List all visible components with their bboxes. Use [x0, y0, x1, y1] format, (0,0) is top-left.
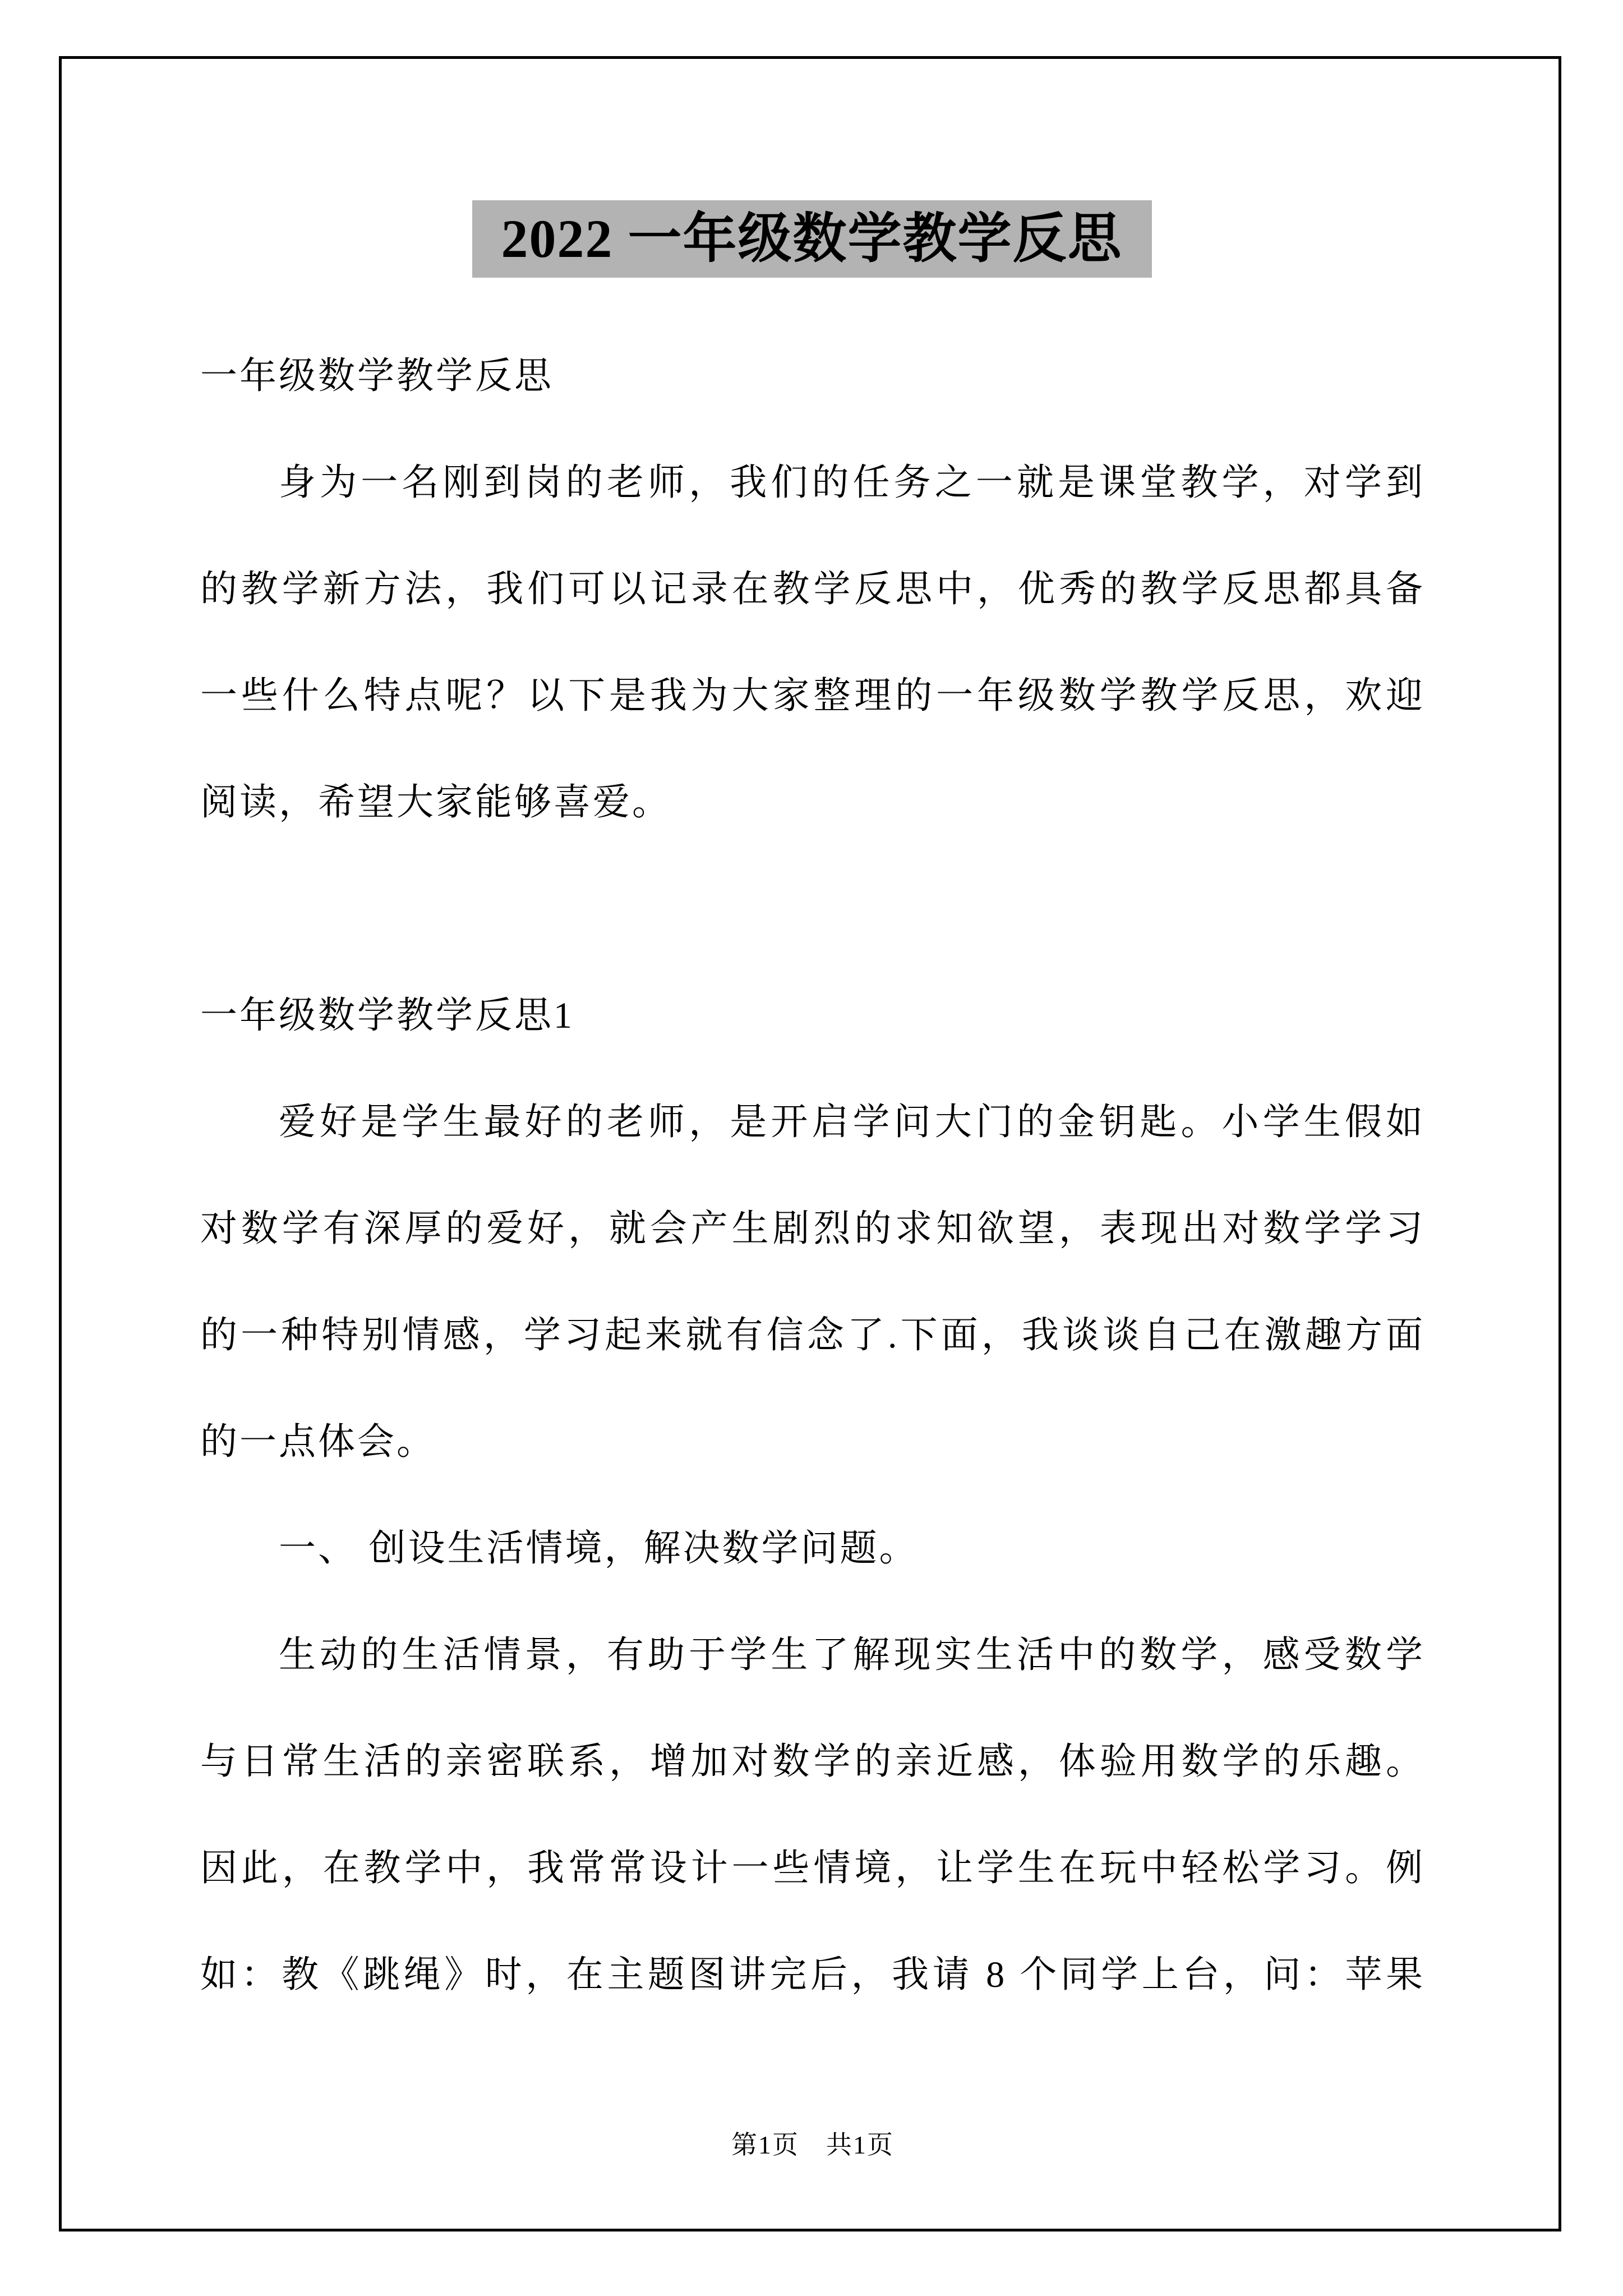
- text-line: 身为一名刚到岗的老师，我们的任务之一就是课堂教学，对学到: [279, 462, 1425, 503]
- list-item-heading: 一、 创设生活情境，解决数学问题。: [279, 1528, 919, 1569]
- page-footer: [200, 2128, 1425, 2162]
- text-line: 的一种特别情感，学习起来就有信念了.下面，我谈谈自己在激趣方面: [200, 1315, 1425, 1356]
- section-heading: 一年级数学教学反思1: [200, 995, 574, 1036]
- page-number-label: 第1页 共1页: [731, 2131, 894, 2159]
- text-line: 与日常生活的亲密联系，增加对数学的亲近感，体验用数学的乐趣。: [200, 1741, 1425, 1782]
- text-line: 如：教《跳绳》时，在主题图讲完后，我请 8 个同学上台，问：苹果: [200, 1954, 1425, 1995]
- text-line: 因此，在教学中，我常常设计一些情境，让学生在玩中轻松学习。例: [200, 1848, 1425, 1889]
- text-line: 的教学新方法，我们可以记录在教学反思中，优秀的教学反思都具备: [200, 569, 1425, 610]
- text-line: 一些什么特点呢？以下是我为大家整理的一年级数学教学反思，欢迎: [200, 675, 1425, 716]
- document-body: [200, 323, 1425, 2028]
- blank-line: [200, 856, 1425, 963]
- text-line: 一年级数学教学反思: [200, 356, 554, 397]
- title-row: [199, 200, 1424, 278]
- document-title: 2022 一年级数学教学反思: [472, 200, 1152, 278]
- text-line: 阅读，希望大家能够喜爱。: [200, 782, 671, 823]
- text-line: 生动的生活情景，有助于学生了解现实生活中的数学，感受数学: [279, 1635, 1425, 1676]
- text-line: 对数学有深厚的爱好，就会产生剧烈的求知欲望，表现出对数学学习: [200, 1208, 1425, 1249]
- text-line: 爱好是学生最好的老师，是开启学问大门的金钥匙。小学生假如: [279, 1102, 1425, 1143]
- text-line: 的一点体会。: [200, 1421, 436, 1462]
